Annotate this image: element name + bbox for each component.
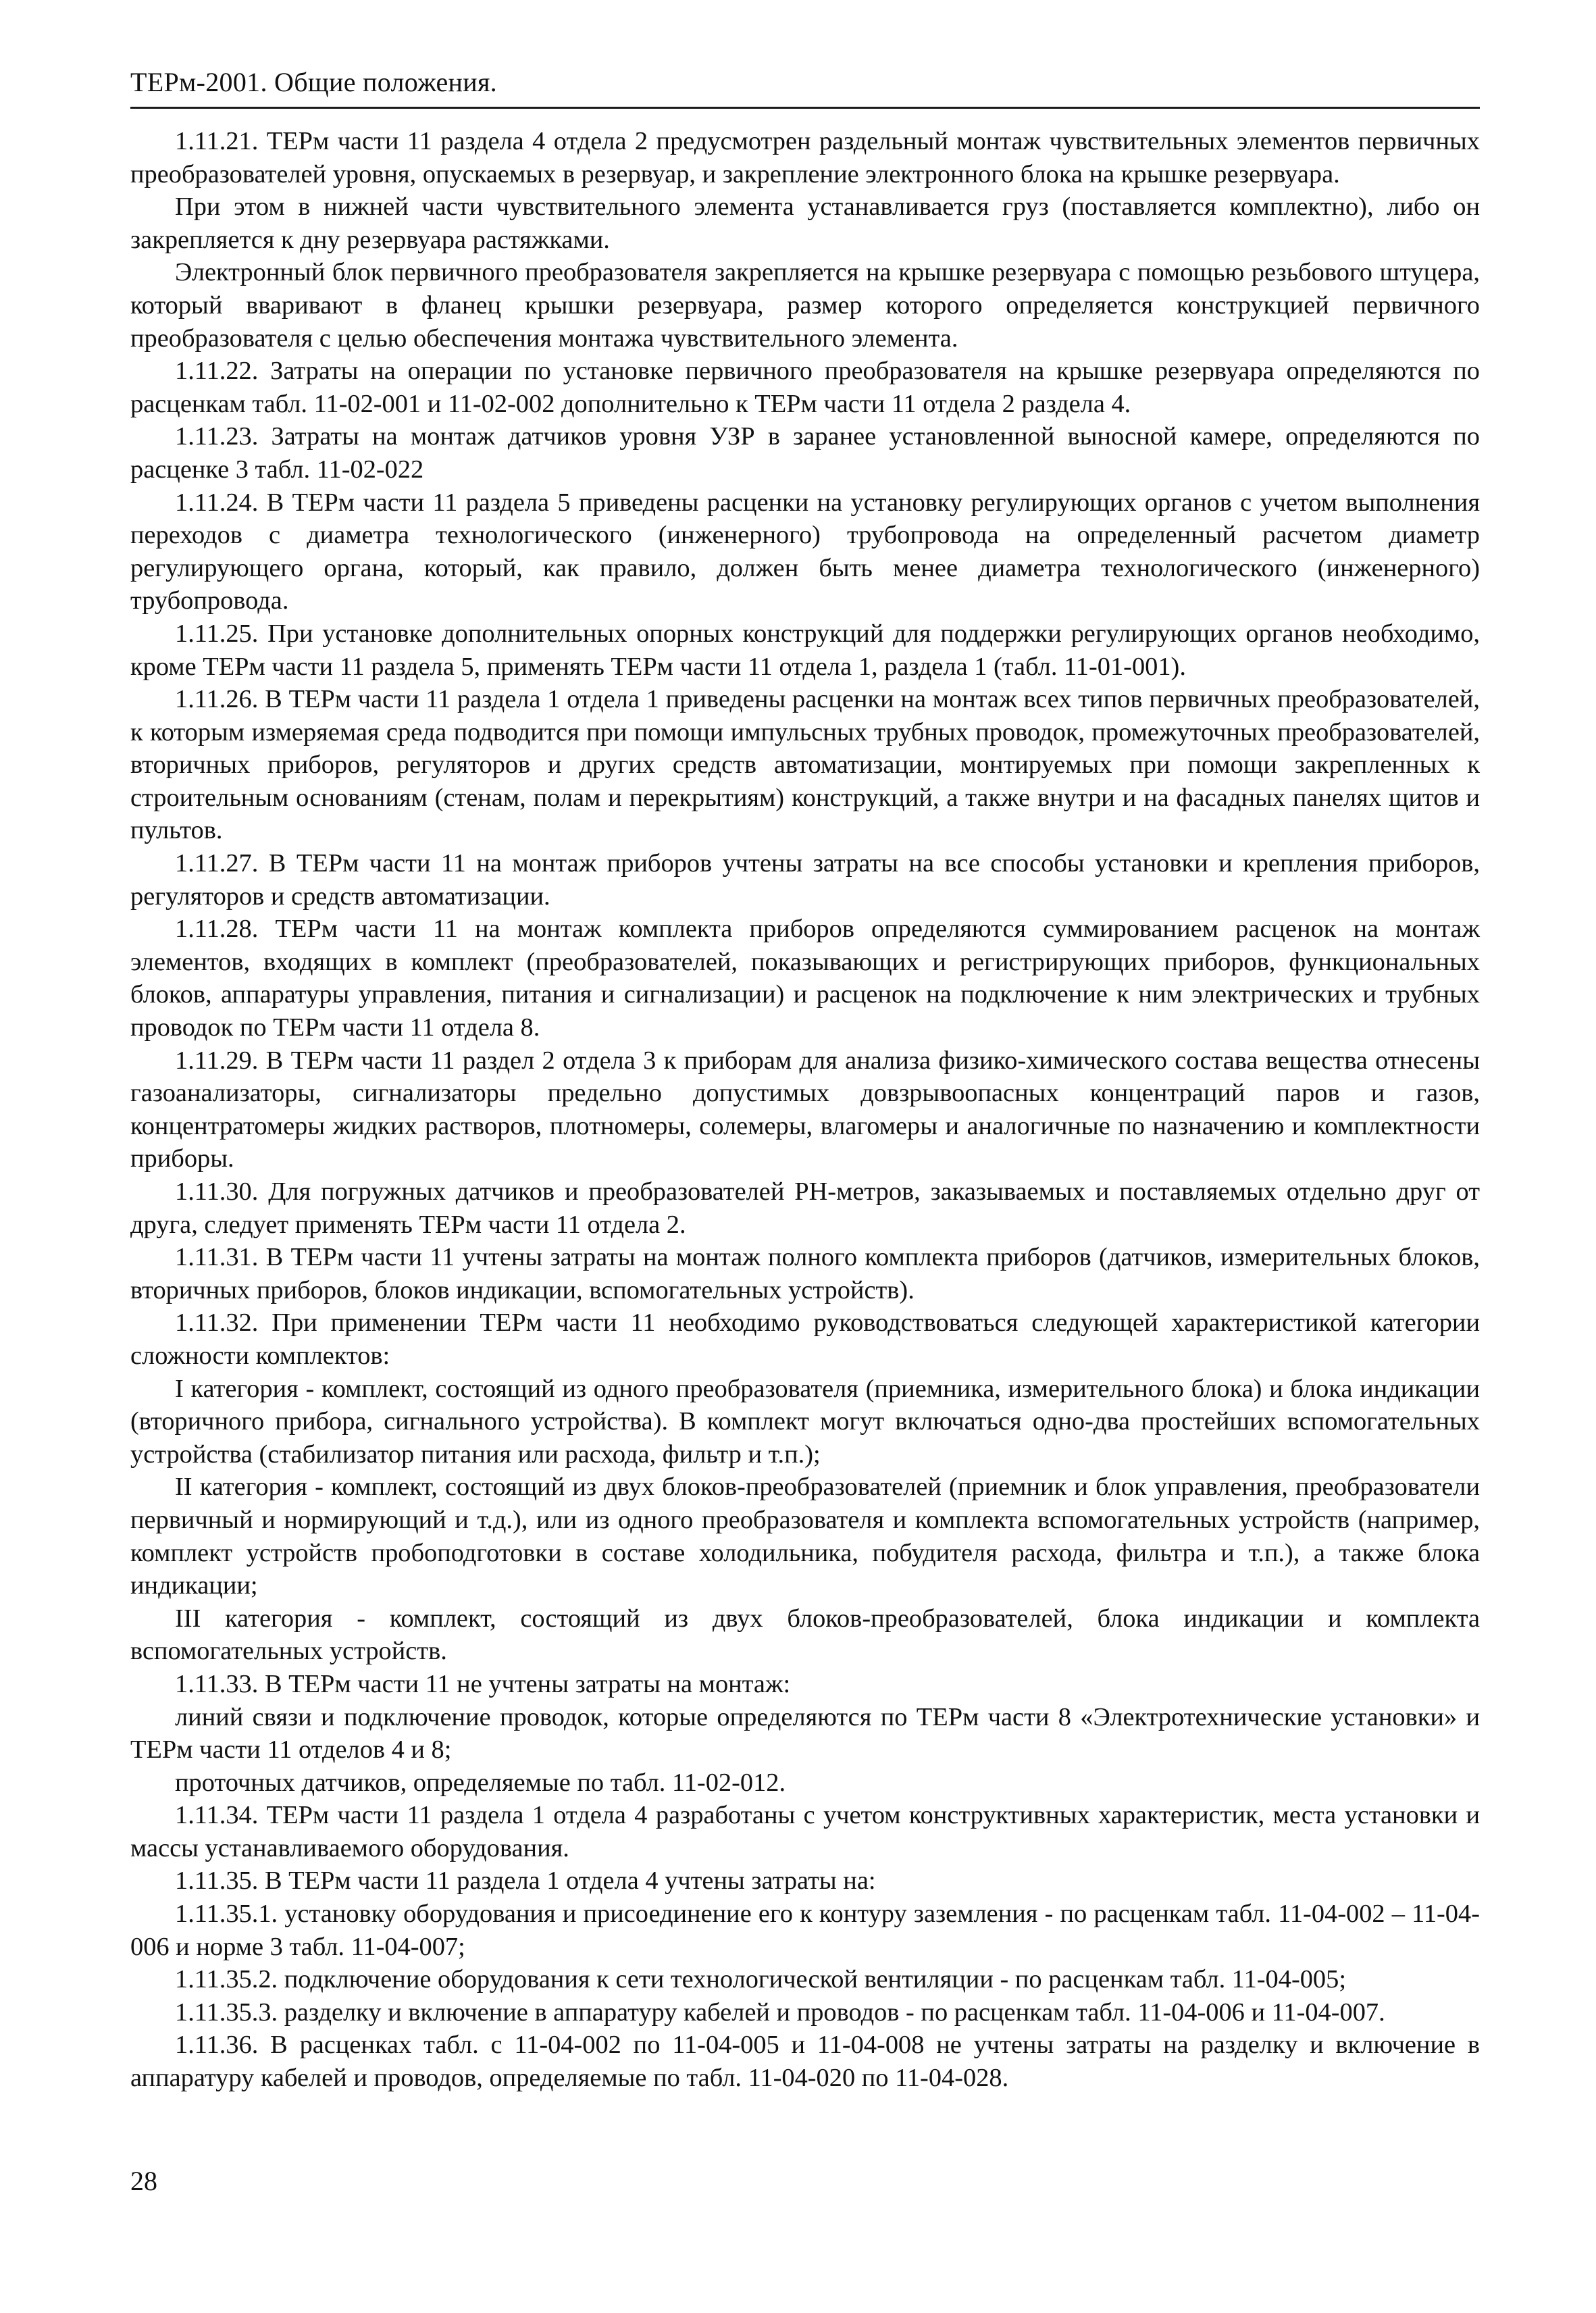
page-number: 28 xyxy=(130,2166,157,2196)
paragraph-1-11-22: 1.11.22. Затраты на операции по установке первичного преобразователя на крышке резервуара определяются по расценкам табл. 11-02-001 и 11-02-002 дополнительно к ТЕРм части 11 отдела 2 раздела 4. xyxy=(130,357,1480,418)
page-header xyxy=(130,65,1480,109)
paragraph-1-11-35-3: 1.11.35.3. разделку и включение в аппаратуру кабелей и проводов - по расценкам табл. 11-04-006 и 11-04-007. xyxy=(175,1998,1385,2027)
paragraph-1-11-34: 1.11.34. ТЕРм части 11 раздела 1 отдела 4 разработаны с учетом конструктивных характеристик, места установки и массы устанавливаемого оборудования. xyxy=(130,1801,1480,1862)
paragraph-1-11-23: 1.11.23. Затраты на монтаж датчиков уровня УЗР в заранее установленной выносной камере, определяются по расценке 3 табл. 11-02-022 xyxy=(130,422,1480,484)
paragraph-1-11-29: 1.11.29. В ТЕРм части 11 раздел 2 отдела 3 к приборам для анализа физико-химического состава вещества отнесены газоанализаторы, сигнализаторы предельно допустимых довзрывоопасных концентраций паров и газов, концентратомеры жидких растворов, плотномеры, солемеры, влагомеры и аналогичные по назначению и комплектности приборы. xyxy=(130,1046,1480,1173)
paragraph-weight-note: При этом в нижней части чувствительного элемента устанавливается груз (поставляется комплектно), либо он закрепляется к дну резервуара растяжками. xyxy=(130,193,1480,254)
paragraph-1-11-35-2: 1.11.35.2. подключение оборудования к сети технологической вентиляции - по расценкам табл. 11-04-005; xyxy=(175,1965,1346,1994)
paragraph-category-2: II категория - комплект, состоящий из двух блоков-преобразователей (приемник и блок управления, преобразователи первичный и нормирующий и т.д.), или из одного преобразователя и комплекта вспомогательных устройств (например, комплект устройств пробоподготовки в составе холодильника, побудителя расхода, фильтра и т.п.), а также блока индикации; xyxy=(130,1473,1480,1600)
paragraph-1-11-21: 1.11.21. ТЕРм части 11 раздела 4 отдела 2 предусмотрен раздельный монтаж чувствительных элементов первичных преобразователей уровня, опускаемых в резервуар, и закрепление электронного блока на крышке резервуара. xyxy=(130,127,1480,188)
paragraph-category-3: III категория - комплект, состоящий из двух блоков-преобразователей, блока индикации и комплекта вспомогательных устройств. xyxy=(130,1604,1480,1666)
paragraph-1-11-36: 1.11.36. В расценках табл. с 11-04-002 по 11-04-005 и 11-04-008 не учтены затраты на разделку и включение в аппаратуру кабелей и проводов, определяемые по табл. 11-04-020 по 11-04-028. xyxy=(130,2031,1480,2093)
paragraph-1-11-25: 1.11.25. При установке дополнительных опорных конструкций для поддержки регулирующих органов необходимо, кроме ТЕРм части 11 раздела 5, применять ТЕРм части 11 отдела 1, раздела 1 (табл. 11-01-001). xyxy=(130,619,1480,681)
paragraph-1-11-30: 1.11.30. Для погружных датчиков и преобразователей PH-метров, заказываемых и поставляемых отдельно друг от друга, следует применять ТЕРм части 11 отдела 2. xyxy=(130,1177,1480,1239)
document-title: ТЕРм-2001. Общие положения. xyxy=(130,67,497,97)
paragraph-category-1: I категория - комплект, состоящий из одного преобразователя (приемника, измерительного блока) и блока индикации (вторичного прибора, сигнального устройства). В комплект могут включаться одно-два простейших вспомогательных устройства (стабилизатор питания или расхода, фильтр и т.п.); xyxy=(130,1374,1480,1469)
paragraph-1-11-33: 1.11.33. В ТЕРм части 11 не учтены затраты на монтаж: xyxy=(175,1669,791,1698)
document-body xyxy=(130,125,1480,2095)
paragraph-1-11-35: 1.11.35. В ТЕРм части 11 раздела 1 отдела 4 учтены затраты на: xyxy=(175,1866,876,1896)
paragraph-flow-sensors: проточных датчиков, определяемые по табл. 11-02-012. xyxy=(175,1768,786,1797)
paragraph-1-11-31: 1.11.31. В ТЕРм части 11 учтены затраты на монтаж полного комплекта приборов (датчиков, измерительных блоков, вторичных приборов, блоков индикации, вспомогательных устройств). xyxy=(130,1243,1480,1304)
paragraph-1-11-24: 1.11.24. В ТЕРм части 11 раздела 5 приведены расценки на установку регулирующих органов с учетом выполнения переходов с диаметра технологического (инженерного) трубопровода на определенный расчетом диаметр регулирующего органа, который, как правило, должен быть менее диаметра технологического (инженерного) трубопровода. xyxy=(130,488,1480,615)
paragraph-1-11-32: 1.11.32. При применении ТЕРм части 11 необходимо руководствоваться следующей характеристикой категории сложности комплектов: xyxy=(130,1308,1480,1370)
paragraph-1-11-28: 1.11.28. ТЕРм части 11 на монтаж комплекта приборов определяются суммированием расценок на монтаж элементов, входящих в комплект (преобразователей, показывающих и регистрирующих приборов, функциональных блоков, аппаратуры управления, питания и сигнализации) и расценок на подключение к ним электрических и трубных проводок по ТЕРм части 11 отдела 8. xyxy=(130,915,1480,1042)
paragraph-1-11-35-1: 1.11.35.1. установку оборудования и присоединение его к контуру заземления - по расценкам табл. 11-04-002 – 11-04-006 и норме 3 табл. 11-04-007; xyxy=(130,1900,1480,1961)
paragraph-communication-lines: линий связи и подключение проводок, которые определяются по ТЕРм части 8 «Электротехнические установки» и ТЕРм части 11 отделов 4 и 8; xyxy=(130,1702,1480,1764)
paragraph-1-11-27: 1.11.27. В ТЕРм части 11 на монтаж приборов учтены затраты на все способы установки и крепления приборов, регуляторов и средств автоматизации. xyxy=(130,849,1480,911)
paragraph-electronic-block: Электронный блок первичного преобразователя закрепляется на крышке резервуара с помощью резьбового штуцера, который вваривают в фланец крышки резервуара, размер которого определяется конструкцией первичного преобразователя с целью обеспечения монтажа чувствительного элемента. xyxy=(130,258,1480,353)
paragraph-1-11-26: 1.11.26. В ТЕРм части 11 раздела 1 отдела 1 приведены расценки на монтаж всех типов первичных преобразователей, к которым измеряемая среда подводится при помощи импульсных трубных проводок, промежуточных преобразователей, вторичных приборов, регуляторов и других средств автоматизации, монтируемых при помощи закрепленных к строительным основаниям (стенам, полам и перекрытиям) конструкций, а также внутри и на фасадных панелях щитов и пультов. xyxy=(130,685,1480,845)
